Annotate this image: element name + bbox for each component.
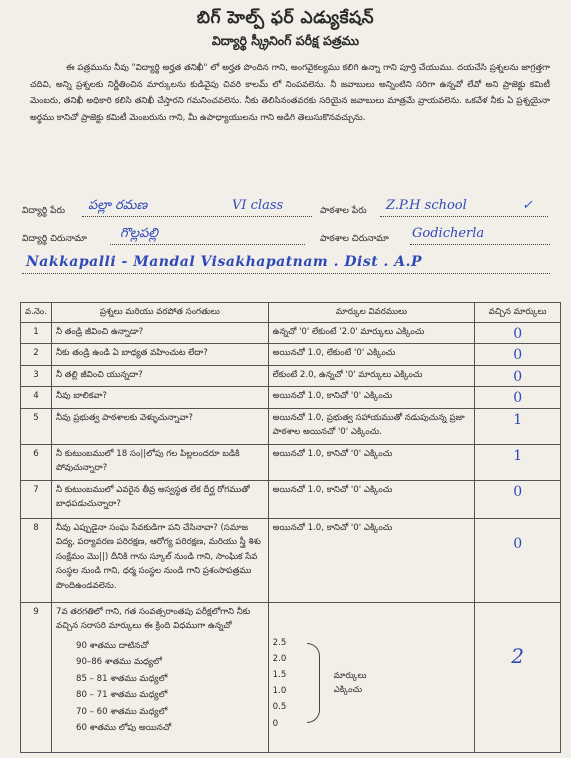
student-name-value[interactable]: పల్లా రమణ [88,198,148,213]
scale-value: 1.0 [272,686,287,697]
row-question: నీ తండ్రి జీవించి ఉన్నాడా? [51,322,268,344]
table-row [21,322,561,344]
header-question: ప్రశ్నలు మరియు వరపోత సంగతులు [51,303,268,323]
instructions-paragraph: ఈ పత్రమును నీవు "విద్యార్థి అర్హత తనిఖీ" లో అర్హత పొందిన గాని, అంగవైకల్యము కలిగి ఉన్నా గాని పూర్తి చేయుము. దయచేసి ప్రశ్నలను జాగ్రత్తగా చదివి, అన్ని ప్రశ్నలకు నిర్ణీతించిన మార్కులను కుడివైపు చివరి కాలమ్ లో నింపవలెను. నీ జవాబులు అన్నింటిని సరిగా ఉన్నవో లేవో అని ప్రాజెక్టు కమిటీ మెంబరు, తనిఖీ అధికారి కలిసి తనిఖీ చేస్తారని గమనించవలెను. నీకు తెలిసినంతవరకు సరియైన జవాబులు మాత్రమే వ్రాయవలెను. ఒకవేళ నీకు ఏ ప్రశ్నయైనా అర్థము కానిచో ప్రాజెక్టు కమిటీ మెంబరును గాని, మీ ఉపాధ్యాయులను గాని అడిగి తెలుసుకొనవచ్చును. [30,63,550,123]
row-marks-rule: అయినచో 1.0, కానిచో '0' ఎక్కించు [268,518,475,602]
header-marks: మార్కుల వివరములు [268,303,475,323]
scale-value: 0 [272,718,279,729]
row-marks-rule: అయినచో 1.0, కానిచో '0' ఎక్కించు [268,444,475,480]
table-row [21,387,561,409]
row-question: 7వ తరగతిలో గాని, గత సంవత్సరాంతపు పరీక్షలోగాని నీకు వచ్చిన సరాసరి మార్కులు ఈ క్రింది విధముగా ఉన్నచో [55,606,251,631]
student-address-label: విద్యార్థి చిరునామా [22,234,87,244]
address-line-2-value[interactable]: Nakkapalli - Mandal Visakhapatnam . Dist . A.P [26,254,423,270]
table-row [21,480,561,518]
row-question: నీ తల్లి జీవించి యున్నదా? [51,365,268,387]
form-title: బిగ్ హెల్ప్ ఫర్ ఎడ్యుకేషన్ [196,8,375,28]
scale-marks-label: మార్కులు ఎక్కించు [333,671,367,696]
table-row [21,444,561,480]
school-address-line [410,243,550,245]
row-question: నీ కుటుంబములో 18 సం||లోపు గల పిల్లలందరూ బడికి పోవుచున్నారా? [51,444,268,480]
range-item: 80 – 71 శాతము మధ్యలో [75,690,168,700]
school-name-label: పాఠశాల పేరు [320,206,367,216]
row-marks-rule: లేకుంటే 2.0, ఉన్నచో '0' మార్కులు ఎక్కించు [268,365,475,387]
row-marks-rule: ఉన్నచో '0' లేకుంటే '2.0' మార్కులు ఎక్కించు [268,322,475,344]
row-question: నీవు బాలికవా? [51,387,268,409]
percentage-ranges [76,638,264,737]
row-score[interactable]: 0 [513,325,523,342]
row-marks-rule: అయినచో 1.0, లేకుంటే '0' ఎక్కించు [268,344,475,366]
address-line-2 [22,272,550,274]
table-row [21,408,561,444]
row-number: 6 [21,444,52,480]
row-question: నీకు తండ్రి ఉండి ఏ బాధ్యత వహించుట లేదా? [51,344,268,366]
marks-scale [273,635,471,732]
range-item: 60 శాతము లోపు అయినచో [75,723,172,733]
row-score[interactable]: 0 [513,535,523,552]
row-number: 5 [21,408,52,444]
student-address-value[interactable]: గొల్లపల్లి [120,226,158,241]
header-score: వచ్చిన మార్కులు [475,303,561,323]
row-question: నీ కుటుంబములో ఎవరైన తీవ్ర అస్వస్థత లేక దీర్ఘ రోగముతో బాధపడుచున్నారా? [51,480,268,518]
scale-value: 0.5 [272,702,287,713]
school-address-value[interactable]: Godicherla [412,226,485,241]
row-score[interactable]: 2 [511,643,525,668]
scale-value: 2.5 [272,637,287,648]
table-header-row [21,303,561,323]
row-number: 4 [21,387,52,409]
row-score[interactable]: 1 [513,447,523,464]
school-name-line [380,215,548,217]
table-row [21,602,561,752]
range-item: 70 – 60 శాతము మధ్యలో [75,706,168,717]
row-question: నీవు ప్రభుత్వ పాఠశాలకు వెళ్ళుచున్నావా? [51,408,268,444]
row-marks-rule: అయినచో 1.0, ప్రభుత్వ సహాయముతో నడుపుచున్న ప్రజా పాఠశాల అయినచో '0' ఎక్కించు. [268,408,475,444]
scale-value: 1.5 [272,669,287,680]
scale-values [273,635,307,732]
school-tick-mark: ✓ [522,198,533,213]
form-subtitle: విద్యార్థి స్క్రీనింగ్ పరీక్ష పత్రము [211,33,360,48]
questions-table [20,302,561,753]
row-number: 2 [21,344,52,366]
range-item: 90 శాతము దాటినచో [75,640,149,651]
row-number: 7 [21,480,52,518]
scale-value: 2.0 [272,653,287,664]
row-marks-rule: అయినచో 1.0, కానిచో '0' ఎక్కించు [268,387,475,409]
row-number: 8 [21,518,52,602]
row-number: 1 [21,322,52,344]
school-name-value[interactable]: Z.P.H school [386,198,467,213]
brace-shape [307,643,320,723]
row-score[interactable]: 0 [513,368,523,385]
table-row [21,518,561,602]
row-number: 9 [21,602,52,752]
table-row [21,344,561,366]
row-question: నీవు ఎప్పుడైనా సంఘ సేవకుడిగా పని చేసినావా? (సమాజ విద్య, పర్యావరణ పరిరక్షణ, ఆరోగ్య పరిరక్షణ, మరియు స్త్రీ శిశు సంక్షేమం మొ||) దీనికి గాను స్కూల్ నుండి గాని, సాంఘిక సేవ సంస్థల నుండి గాని, ధర్మ సంస్థల నుండి గాని ప్రశంసాపత్రము పొందిఉండవలెను. [51,518,268,602]
row-marks-rule: అయినచో 1.0, కానిచో '0' ఎక్కించు [268,480,475,518]
row-number: 3 [21,365,52,387]
student-class-value[interactable]: VI class [232,198,284,213]
student-name-label: విద్యార్థి పేరు [22,206,65,216]
range-item: 90–86 శాతము మధ్యలో [75,657,162,667]
row-score[interactable]: 0 [513,390,523,406]
row-score[interactable]: 0 [513,483,523,500]
row-score[interactable]: 0 [513,347,523,363]
table-row [21,365,561,387]
range-item: 85 – 81 శాతము మధ్యలో [75,673,168,684]
school-address-label: పాఠశాల చిరునామా [320,234,389,244]
header-no: వ.నెం. [21,303,52,323]
row-score[interactable]: 1 [513,411,523,428]
